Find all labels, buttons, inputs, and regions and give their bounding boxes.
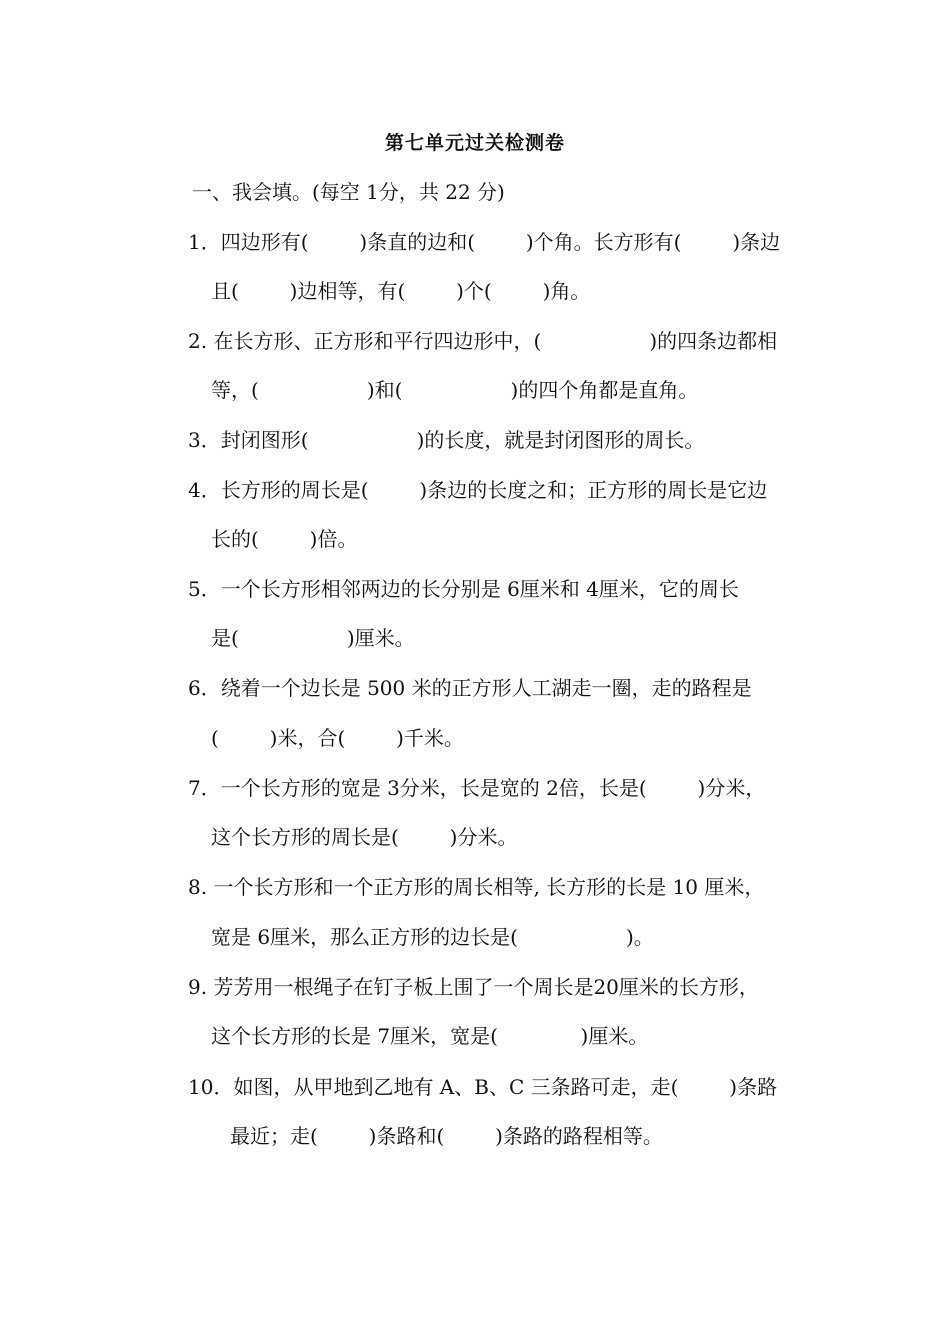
page-title: 第七单元过关检测卷 <box>384 132 565 154</box>
question-7-line-1: 7．一个长方形的宽是 3分米，长是宽的 2倍，长是( )分米， <box>188 776 766 800</box>
question-4-line-1: 4．长方形的周长是( )条边的长度之和；正方形的周长是它边 <box>188 478 768 502</box>
question-2-line-2: 等，( )和( )的四个角都是直角。 <box>211 378 699 402</box>
question-9-line-2: 这个长方形的长是 7厘米，宽是( )厘米。 <box>211 1024 649 1048</box>
question-3-line-1: 3．封闭图形( )的长度，就是封闭图形的周长。 <box>188 428 705 452</box>
question-1-line-1: 1．四边形有( )条直的边和( )个角。长方形有( )条边 <box>188 230 781 254</box>
question-8-line-2: 宽是 6厘米，那么正方形的边长是( )。 <box>211 925 654 949</box>
question-6-line-1: 6．绕着一个边长是 500 米的正方形人工湖走一圈，走的路程是 <box>188 676 752 700</box>
question-5-line-1: 5．一个长方形相邻两边的长分别是 6厘米和 4厘米，它的周长 <box>188 577 739 601</box>
question-5-line-2: 是( )厘米。 <box>211 626 415 650</box>
question-10-line-2: 最近；走( )条路和( )条路的路程相等。 <box>230 1124 663 1148</box>
question-8-line-1: 8. 一个长方形和一个正方形的周长相等, 长方形的长是 10 厘米， <box>188 875 765 899</box>
question-9-line-1: 9. 芳芳用一根绳子在钉子板上围了一个周长是20厘米的长方形， <box>188 975 759 999</box>
question-1-line-2: 且( )边相等，有( )个( )角。 <box>211 279 591 303</box>
question-10-line-1: 10．如图，从甲地到乙地有 A、B、C 三条路可走，走( )条路 <box>188 1075 778 1099</box>
question-7-line-2: 这个长方形的周长是( )分米。 <box>211 825 518 849</box>
section-heading: 一、我会填。(每空 1分，共 22 分) <box>192 180 505 204</box>
question-4-line-2: 长的( )倍。 <box>211 527 358 551</box>
question-2-line-1: 2. 在长方形、正方形和平行四边形中，( )的四条边都相 <box>188 329 778 353</box>
question-6-line-2: ( )米，合( )千米。 <box>211 726 464 750</box>
